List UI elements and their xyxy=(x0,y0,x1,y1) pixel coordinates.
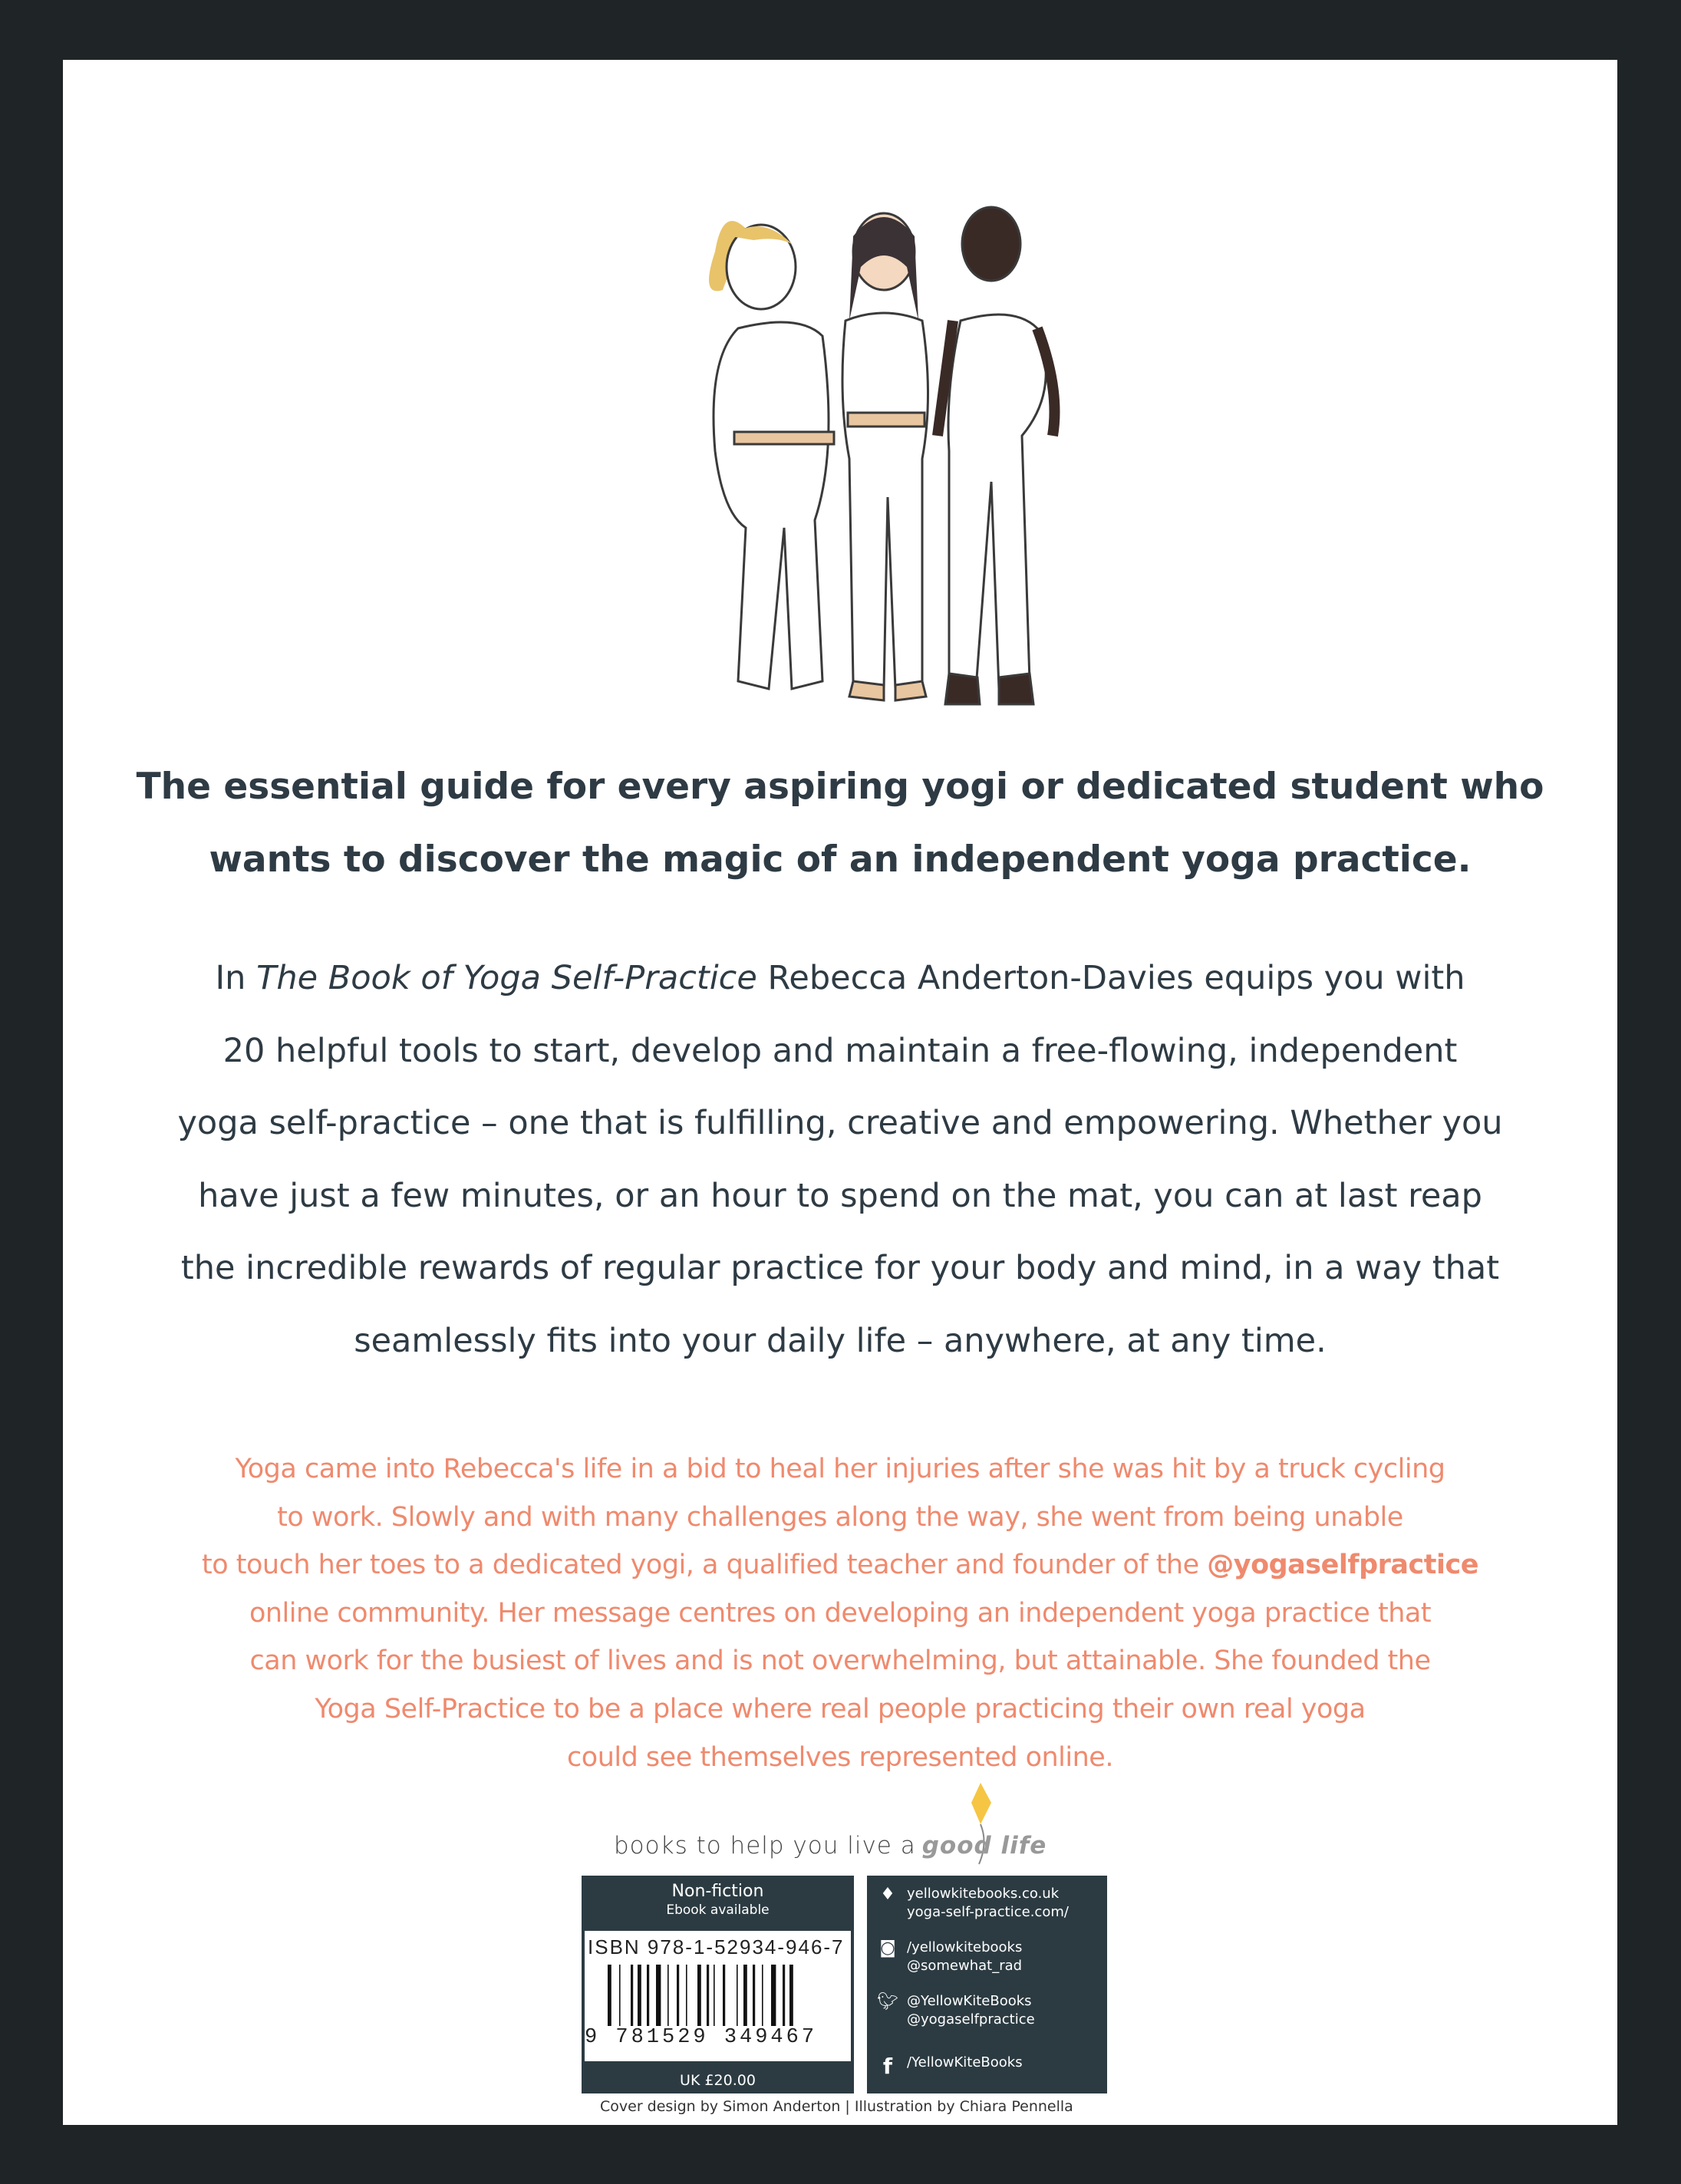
credits: Cover design by Simon Anderton | Illustration by Chiara Pennella xyxy=(600,2098,1073,2115)
ebook-label: Ebook available xyxy=(666,1902,770,1918)
twitter-icon: 🐦︎ xyxy=(877,1992,898,2011)
book-title: The Book of Yoga Self-Practice xyxy=(256,959,757,997)
link[interactable]: /YellowKiteBooks xyxy=(907,2054,1023,2070)
social-links-box xyxy=(867,1876,1107,2093)
bio-line: to work. Slowly and with many challenges along the way, she went from being unable xyxy=(277,1501,1403,1533)
bio-line: can work for the busiest of lives and is not overwhelming, but attainable. She founded the xyxy=(249,1645,1431,1677)
link[interactable]: @somewhat_rad xyxy=(907,1958,1023,1974)
link[interactable]: @YellowKiteBooks xyxy=(907,1993,1032,2009)
instagram-icon: ◙ xyxy=(879,1939,896,1958)
bio-line: Yoga came into Rebecca's life in a bid to heal her injuries after she was hit by a truck cycling xyxy=(235,1454,1445,1484)
facebook-icon: f xyxy=(882,2054,893,2079)
bio-line: could see themselves represented online. xyxy=(567,1741,1113,1773)
barcode xyxy=(585,1931,851,2061)
author-bio xyxy=(63,1445,1617,1781)
kite-icon: ♦ xyxy=(880,1885,895,1904)
bio-line: Yoga Self-Practice to be a place where real people practicing their own real yoga xyxy=(315,1693,1366,1724)
link[interactable]: yoga-self-practice.com/ xyxy=(907,1904,1069,1920)
back-cover xyxy=(63,60,1617,2125)
category-label: Non-fiction xyxy=(671,1882,764,1901)
three-women-illustration xyxy=(692,206,1106,727)
headline-line: The essential guide for every aspiring yogi or dedicated student who xyxy=(136,766,1544,808)
website-links xyxy=(876,1885,1069,1922)
description-line: seamlessly fits into your daily life – anywhere, at any time. xyxy=(354,1321,1327,1360)
twitter-links xyxy=(876,1992,1035,2029)
barcode-digits-text: 9 781529 349467 xyxy=(585,2026,818,2049)
text: Rebecca Anderton-Davies equips you with xyxy=(756,959,1465,997)
isbn-number: ISBN 978-1-52934-946-7 xyxy=(588,1935,845,1958)
category-header xyxy=(582,1876,854,1928)
text: to touch her toes to a dedicated yogi, a qualified teacher and founder of the xyxy=(202,1550,1208,1581)
link[interactable]: /yellowkitebooks xyxy=(907,1939,1023,1955)
barcode-digits xyxy=(585,2026,851,2049)
isbn-box xyxy=(582,1876,854,2093)
tagline-text: books to help you live a xyxy=(614,1832,916,1860)
facebook-links xyxy=(876,2054,1023,2079)
description-line: have just a few minutes, or an hour to spend on the mat, you can at last reap xyxy=(198,1176,1482,1215)
description xyxy=(63,942,1617,1377)
publisher-tagline xyxy=(614,1832,1047,1860)
description-line: the incredible rewards of regular practice for your body and mind, in a way that xyxy=(180,1249,1500,1287)
tagline-emphasis: good life xyxy=(921,1832,1047,1860)
description-line: yoga self-practice – one that is fulfilling, creative and empowering. Whether you xyxy=(177,1104,1503,1142)
headline-line: wants to discover the magic of an independent yoga practice. xyxy=(209,838,1472,881)
description-line: 20 helpful tools to start, develop and maintain a free-flowing, independent xyxy=(222,1031,1458,1070)
bio-line: online community. Her message centres on developing an independent yoga practice that xyxy=(249,1597,1432,1629)
instagram-links xyxy=(876,1939,1022,1975)
headline xyxy=(63,750,1617,896)
description-line xyxy=(63,942,1617,1015)
price: UK £20.00 xyxy=(680,2072,756,2089)
bio-line xyxy=(63,1541,1617,1589)
link[interactable]: @yogaselfpractice xyxy=(907,2011,1035,2028)
instagram-handle: @yogaselfpractice xyxy=(1207,1550,1478,1581)
link[interactable]: yellowkitebooks.co.uk xyxy=(907,1886,1060,1902)
text: In xyxy=(215,959,257,997)
